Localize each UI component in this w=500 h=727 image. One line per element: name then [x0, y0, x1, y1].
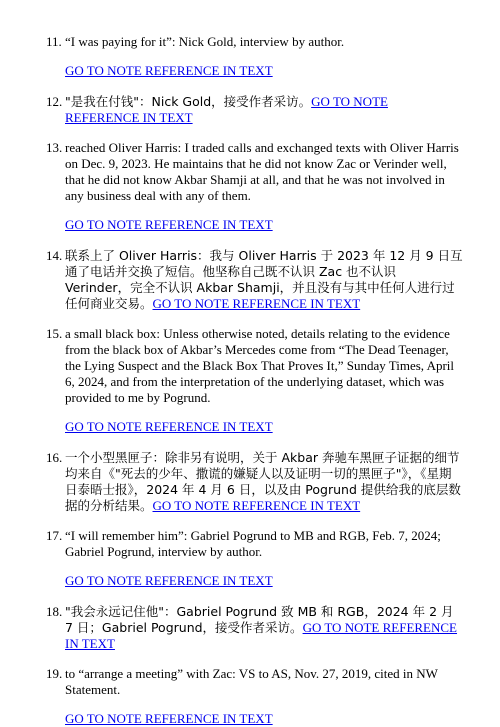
note-18: [0, 604, 463, 652]
note-reference-link[interactable]: GO TO NOTE REFERENCE IN TEXT: [65, 419, 273, 434]
note-11: [0, 34, 463, 79]
note-reference-link[interactable]: GO TO NOTE REFERENCE IN TEXT: [152, 498, 361, 513]
note-reference-link[interactable]: GO TO NOTE REFERENCE IN TEXT: [65, 573, 273, 588]
note-number: 16.: [46, 450, 63, 465]
note-14: [0, 248, 463, 312]
note-reference-link[interactable]: GO TO NOTE REFERENCE IN TEXT: [65, 217, 273, 232]
note-17: [0, 528, 463, 589]
note-reference-link[interactable]: GO TO NOTE REFERENCE IN TEXT: [65, 63, 273, 78]
note-number: 18.: [46, 604, 63, 619]
note-16: [0, 450, 463, 514]
note-number: 19.: [46, 666, 63, 681]
note-number: 11.: [46, 34, 62, 49]
note-number: 13.: [46, 140, 63, 155]
note-number: 15.: [46, 326, 63, 341]
note-reference-link[interactable]: GO TO NOTE REFERENCE IN TEXT: [65, 94, 388, 125]
note-text: 一个小型黑匣子：除非另有说明，关于 Akbar 奔驰车黑匣子证据的细节均来自《"死去的少年、撒谎的嫌疑人以及证明一切的黑匣子"》，《星期日泰晤士报》，2024 年 4 月 6 日，以及由 Pogrund 提供给我的底层数据的分析结果。: [65, 450, 461, 513]
note-reference-link[interactable]: GO TO NOTE REFERENCE IN TEXT: [65, 711, 273, 726]
note-number: 12.: [46, 94, 63, 109]
note-15: [0, 326, 463, 435]
note-13: [0, 140, 463, 233]
note-text: to “arrange a meeting” with Zac: VS to AS, Nov. 27, 2019, cited in NW Statement.: [65, 666, 438, 697]
note-12: [0, 94, 463, 126]
note-text: "我会永远记住他"：Gabriel Pogrund 致 MB 和 RGB，2024 年 2 月 7 日；Gabriel Pogrund，接受作者采访。: [65, 604, 454, 635]
note-number: 17.: [46, 528, 63, 543]
note-text: "是我在付钱"：Nick Gold，接受作者采访。: [65, 94, 312, 109]
note-text: reached Oliver Harris: I traded calls and exchanged texts with Oliver Harris on Dec. 9, 2023. He maintains that he did not know Zac or Verinder well, that he did not know Akbar Shamji at all, and that he was not involved in any business deal with any of them.: [65, 140, 459, 203]
note-text: “I will remember him”: Gabriel Pogrund to MB and RGB, Feb. 7, 2024; Gabriel Pogrund, interview by author.: [65, 528, 441, 559]
note-text: 联系上了 Oliver Harris：我与 Oliver Harris 于 2023 年 12 月 9 日互通了电话并交换了短信。他坚称自己既不认识 Zac 也不认识 Verinder，完全不认识 Akbar Shamji，并且没有与其中任何人进行过任何商业交易。: [65, 248, 463, 311]
endnotes-list: [0, 34, 500, 727]
note-reference-link[interactable]: GO TO NOTE REFERENCE IN TEXT: [65, 620, 458, 651]
note-19: [0, 666, 463, 727]
note-reference-link[interactable]: GO TO NOTE REFERENCE IN TEXT: [152, 296, 361, 311]
note-number: 14.: [46, 248, 63, 263]
note-text: “I was paying for it”: Nick Gold, interview by author.: [65, 34, 345, 49]
note-text: a small black box: Unless otherwise noted, details relating to the evidence from the black box of Akbar’s Mercedes come from “The Dead Teenager, the Lying Suspect and the Black Box That Proves It,” Sunday Times, April 6, 2024, and from the interpretation of the underlying dataset, which was provided to me by Pogrund.: [65, 326, 455, 405]
